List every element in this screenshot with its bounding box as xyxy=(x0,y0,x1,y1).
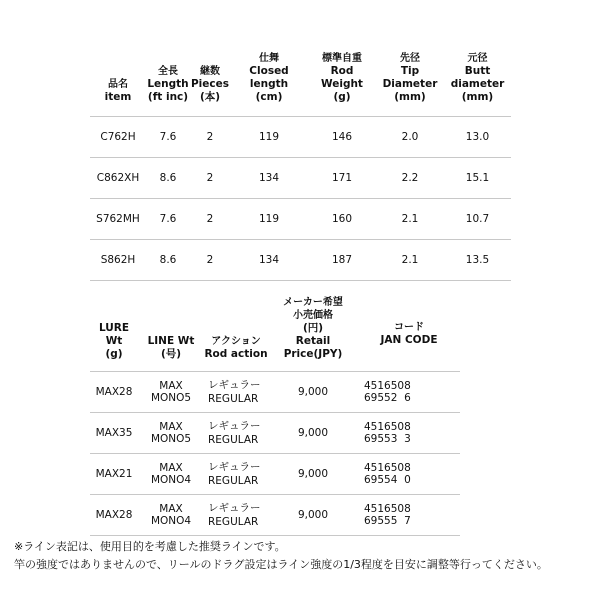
cell-lure: MAX35 xyxy=(90,413,138,454)
col-header-en: Pieces xyxy=(190,78,229,90)
table-row xyxy=(90,117,511,158)
col-header-line: LURE Wt xyxy=(98,322,130,347)
cell-line: MAX MONO5 xyxy=(138,372,204,413)
cell-length: 7.6 xyxy=(146,117,190,158)
cell-length: 8.6 xyxy=(146,158,190,199)
cell-lure: MAX21 xyxy=(90,454,138,495)
cell-closed: 119 xyxy=(230,117,308,158)
cell-closed: 134 xyxy=(230,240,308,281)
table-row xyxy=(90,240,511,281)
col-header-jp: 標準自重 xyxy=(322,53,362,64)
col-header-en: Length xyxy=(147,78,189,90)
cell-item: S862H xyxy=(90,240,146,281)
jan-check-digit: 0 xyxy=(404,474,411,486)
jan-check-digit: 6 xyxy=(404,392,411,404)
table-row xyxy=(90,158,511,199)
col-header-jp: 先径 xyxy=(400,53,420,64)
cell-item: S762MH xyxy=(90,199,146,240)
col-header-jp: 全長 xyxy=(158,66,178,77)
cell-closed: 134 xyxy=(230,158,308,199)
cell-tip: 2.1 xyxy=(376,240,444,281)
action-jp: レギュラー xyxy=(208,502,261,514)
col-header-unit: (mm) xyxy=(461,91,494,103)
table-row xyxy=(90,199,511,240)
cell-pieces: 2 xyxy=(190,240,230,281)
table-row xyxy=(90,454,460,495)
cell-pieces: 2 xyxy=(190,117,230,158)
col-header-line: コード xyxy=(394,322,424,333)
col-header-jp: 品名 xyxy=(108,79,128,90)
cell-jan xyxy=(358,372,460,413)
col-header-jp: 仕舞 xyxy=(259,53,279,64)
col-header-unit: (本) xyxy=(199,91,221,103)
action-jp: レギュラー xyxy=(208,461,261,473)
cell-weight: 171 xyxy=(308,158,376,199)
cell-butt: 10.7 xyxy=(444,199,511,240)
cell-action xyxy=(204,413,268,454)
cell-tip: 2.0 xyxy=(376,117,444,158)
col-header-butt xyxy=(444,52,511,117)
price-header-row xyxy=(90,296,460,372)
cell-lure: MAX28 xyxy=(90,372,138,413)
cell-butt: 15.1 xyxy=(444,158,511,199)
col-header-pieces xyxy=(190,52,230,117)
cell-length: 8.6 xyxy=(146,240,190,281)
footnote-line-1: ※ライン表記は、使用目的を考慮した推奨ラインです。 xyxy=(14,540,286,553)
col-header-en: Rod Weight xyxy=(321,65,363,90)
cell-weight: 187 xyxy=(308,240,376,281)
cell-line: MAX MONO4 xyxy=(138,495,204,536)
footnote-line-2: 竿の強度ではありませんので、リールのドラグ設定はライン強度の1/3程度を目安に調整等行ってください。 xyxy=(14,558,548,571)
col-header-line: LINE Wt xyxy=(147,335,195,347)
cell-item: C762H xyxy=(90,117,146,158)
cell-price: 9,000 xyxy=(268,413,358,454)
cell-action xyxy=(204,372,268,413)
cell-line: MAX MONO5 xyxy=(138,413,204,454)
cell-length: 7.6 xyxy=(146,199,190,240)
cell-action xyxy=(204,495,268,536)
cell-weight: 146 xyxy=(308,117,376,158)
action-en: REGULAR xyxy=(208,475,259,487)
price-table xyxy=(90,296,460,536)
action-en: REGULAR xyxy=(208,434,259,446)
col-header-en: Closed length xyxy=(249,65,289,90)
table-row xyxy=(90,413,460,454)
cell-weight: 160 xyxy=(308,199,376,240)
col-header-price xyxy=(268,296,358,372)
col-header-line-wt xyxy=(138,296,204,372)
col-header-line: アクション xyxy=(211,336,261,347)
col-header-jan xyxy=(358,296,460,372)
col-header-line: (円) xyxy=(302,322,324,334)
col-header-en: item xyxy=(104,91,132,103)
table-row xyxy=(90,372,460,413)
action-jp: レギュラー xyxy=(208,420,261,432)
col-header-line: メーカー希望 xyxy=(283,297,343,308)
col-header-unit: (cm) xyxy=(255,91,283,103)
col-header-closed xyxy=(230,52,308,117)
cell-price: 9,000 xyxy=(268,454,358,495)
col-header-line: 小売価格 xyxy=(293,310,333,321)
col-header-item xyxy=(90,52,146,117)
jan-code: 4516508 69553 xyxy=(364,421,411,445)
cell-closed: 119 xyxy=(230,199,308,240)
col-header-line: (号) xyxy=(160,348,182,360)
cell-tip: 2.2 xyxy=(376,158,444,199)
cell-price: 9,000 xyxy=(268,372,358,413)
col-header-line: Rod action xyxy=(204,348,268,360)
spec-header-row xyxy=(90,52,511,117)
action-en: REGULAR xyxy=(208,516,259,528)
cell-action xyxy=(204,454,268,495)
cell-pieces: 2 xyxy=(190,158,230,199)
col-header-unit: (mm) xyxy=(394,91,426,103)
table-row xyxy=(90,495,460,536)
col-header-en: Tip Diameter xyxy=(382,65,438,90)
cell-lure: MAX28 xyxy=(90,495,138,536)
jan-check-digit: 3 xyxy=(404,433,411,445)
cell-tip: 2.1 xyxy=(376,199,444,240)
col-header-tip xyxy=(376,52,444,117)
cell-line: MAX MONO4 xyxy=(138,454,204,495)
cell-pieces: 2 xyxy=(190,199,230,240)
col-header-length xyxy=(146,52,190,117)
col-header-jp: 元径 xyxy=(467,53,488,64)
col-header-unit: (g) xyxy=(333,91,351,103)
cell-item: C862XH xyxy=(90,158,146,199)
action-jp: レギュラー xyxy=(208,379,261,391)
col-header-lure xyxy=(90,296,138,372)
cell-jan xyxy=(358,495,460,536)
col-header-unit: (ft inc) xyxy=(147,91,189,103)
jan-check-digit: 7 xyxy=(404,515,411,527)
cell-jan xyxy=(358,413,460,454)
col-header-line: Retail Price(JPY) xyxy=(283,335,343,360)
col-header-action xyxy=(204,296,268,372)
spec-table xyxy=(90,52,511,281)
cell-price: 9,000 xyxy=(268,495,358,536)
action-en: REGULAR xyxy=(208,393,259,405)
cell-jan xyxy=(358,454,460,495)
col-header-weight xyxy=(308,52,376,117)
col-header-jp: 継数 xyxy=(200,66,220,77)
jan-code: 4516508 69552 xyxy=(364,380,411,404)
col-header-en: Butt diameter xyxy=(450,65,505,90)
col-header-line: (g) xyxy=(105,348,123,360)
cell-butt: 13.0 xyxy=(444,117,511,158)
col-header-line: JAN CODE xyxy=(380,334,438,346)
cell-butt: 13.5 xyxy=(444,240,511,281)
jan-code: 4516508 69554 xyxy=(364,462,411,486)
jan-code: 4516508 69555 xyxy=(364,503,411,527)
